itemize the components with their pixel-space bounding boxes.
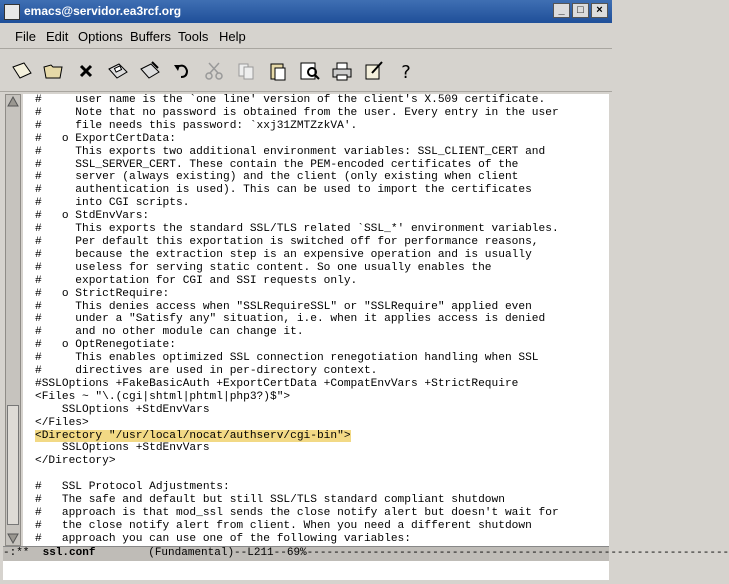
buffer-line[interactable]: </Files> <box>35 416 89 429</box>
title-bar <box>0 0 612 23</box>
buffer-line[interactable]: # o ExportCertData: <box>35 132 176 145</box>
buffer-text[interactable] <box>35 94 559 546</box>
buffer-line[interactable]: </Directory> <box>35 455 116 468</box>
minimize-button[interactable]: _ <box>553 3 570 18</box>
buffer-line[interactable]: # SSL_SERVER_CERT. These contain the PEM-encoded certificates of the <box>35 158 519 171</box>
menu-help[interactable]: Help <box>219 29 246 44</box>
buffer-line[interactable]: # Per default this exportation is switched off for performance reasons, <box>35 235 539 248</box>
modeline-buffer-name: ssl.conf <box>42 547 96 559</box>
buffer-line[interactable]: # file needs this password: `xxj31ZMTZzkVA'. <box>35 119 358 132</box>
mode-line <box>3 546 729 561</box>
buffer-line[interactable]: SSLOptions +StdEnvVars <box>35 442 210 455</box>
buffer-line[interactable]: # approach is that mod_ssl sends the close notify alert but doesn't wait for <box>35 507 559 519</box>
buffer-line[interactable]: # and no other module can change it. <box>35 326 304 339</box>
modeline-fill: ---------------------------------------------------------------- <box>306 547 729 559</box>
buffer-line[interactable]: # directives are used in per-directory context. <box>35 365 378 378</box>
buffer-line[interactable]: # under a "Satisfy any" situation, i.e. when it applies access is denied <box>35 313 546 326</box>
cut-icon[interactable] <box>200 57 228 85</box>
buffer-line[interactable]: # This exports the standard SSL/TLS related `SSL_*' environment variables. <box>35 223 559 236</box>
buffer-line[interactable]: # the close notify alert from client. When you need a different shutdown <box>35 519 532 532</box>
buffer-line[interactable]: # This enables optimized SSL connection renegotiation handling when SSL <box>35 352 539 365</box>
buffer-line[interactable]: # The safe and default but still SSL/TLS standard compliant shutdown <box>35 494 505 507</box>
buffer-line[interactable]: SSLOptions +StdEnvVars <box>35 403 210 416</box>
print-icon[interactable] <box>328 57 356 85</box>
modeline-status: -:** <box>3 547 30 559</box>
scroll-up-icon[interactable] <box>7 96 19 108</box>
paste-icon[interactable] <box>264 57 292 85</box>
close-buffer-icon[interactable] <box>72 57 100 85</box>
open-folder-icon[interactable] <box>40 57 68 85</box>
editor-text-area[interactable] <box>23 94 609 546</box>
buffer-line[interactable]: # into CGI scripts. <box>35 197 190 210</box>
close-button[interactable]: × <box>591 3 608 18</box>
buffer-line[interactable]: # user name is the `one line' version of the client's X.509 certificate. <box>35 94 546 106</box>
buffer-line[interactable]: <Files ~ "\.(cgi|shtml|phtml|php3?)$"> <box>35 390 291 403</box>
menu-buffers[interactable]: Buffers <box>130 29 171 44</box>
new-file-icon[interactable] <box>8 57 36 85</box>
buffer-line[interactable]: # This exports two additional environment variables: SSL_CLIENT_CERT and <box>35 145 546 158</box>
menu-file[interactable]: File <box>15 29 36 44</box>
buffer-line[interactable]: # exportation for CGI and SSI requests only. <box>35 274 358 287</box>
tool-bar <box>0 50 612 92</box>
scroll-down-icon[interactable] <box>7 532 19 544</box>
save-as-icon[interactable] <box>136 57 164 85</box>
modeline-mode: (Fundamental)--L211--69% <box>148 547 307 559</box>
window-title: emacs@servidor.ea3rcf.org <box>24 4 182 18</box>
buffer-line[interactable]: # authentication is used). This can be used to import the certificates <box>35 184 532 197</box>
maximize-button[interactable]: □ <box>572 3 589 18</box>
buffer-line[interactable]: # approach you can use one of the following variables: <box>35 532 411 545</box>
buffer-line[interactable]: # o OptRenegotiate: <box>35 339 176 352</box>
svg-text:?: ? <box>401 62 411 83</box>
buffer-line[interactable]: # Note that no password is obtained from the user. Every entry in the user <box>35 106 559 119</box>
buffer-line[interactable] <box>35 468 559 481</box>
highlighted-line[interactable]: <Directory "/usr/local/nocat/authserv/cgi-bin"> <box>35 429 351 442</box>
copy-icon[interactable] <box>232 57 260 85</box>
menu-edit[interactable]: Edit <box>46 29 69 44</box>
buffer-line[interactable]: # useless for serving static content. So one usually enables the <box>35 261 492 274</box>
undo-icon[interactable] <box>168 57 196 85</box>
buffer-line[interactable]: #SSLOptions +FakeBasicAuth +ExportCertData +CompatEnvVars +StrictRequire <box>35 377 519 390</box>
buffer-line[interactable]: # server (always existing) and the client (only existing when client <box>35 171 519 184</box>
menu-bar <box>0 23 612 49</box>
buffer-line[interactable]: # o StdEnvVars: <box>35 210 150 223</box>
minibuffer[interactable] <box>3 561 609 580</box>
buffer-line[interactable]: # o StrictRequire: <box>35 287 170 300</box>
scrollbar-thumb[interactable] <box>7 405 19 525</box>
buffer-line[interactable]: # SSL Protocol Adjustments: <box>35 481 230 494</box>
buffer-line[interactable]: # because the extraction step is an expensive operation and is usually <box>35 248 532 261</box>
menu-tools[interactable]: Tools <box>178 29 209 44</box>
help-icon[interactable] <box>392 57 420 85</box>
search-icon[interactable] <box>296 57 324 85</box>
preferences-icon[interactable] <box>360 57 388 85</box>
save-icon[interactable] <box>104 57 132 85</box>
vertical-scrollbar[interactable] <box>5 94 21 546</box>
app-icon[interactable] <box>4 4 20 20</box>
buffer-line[interactable]: # This denies access when "SSLRequireSSL" or "SSLRequire" applied even <box>35 300 532 313</box>
menu-options[interactable]: Options <box>78 29 123 44</box>
